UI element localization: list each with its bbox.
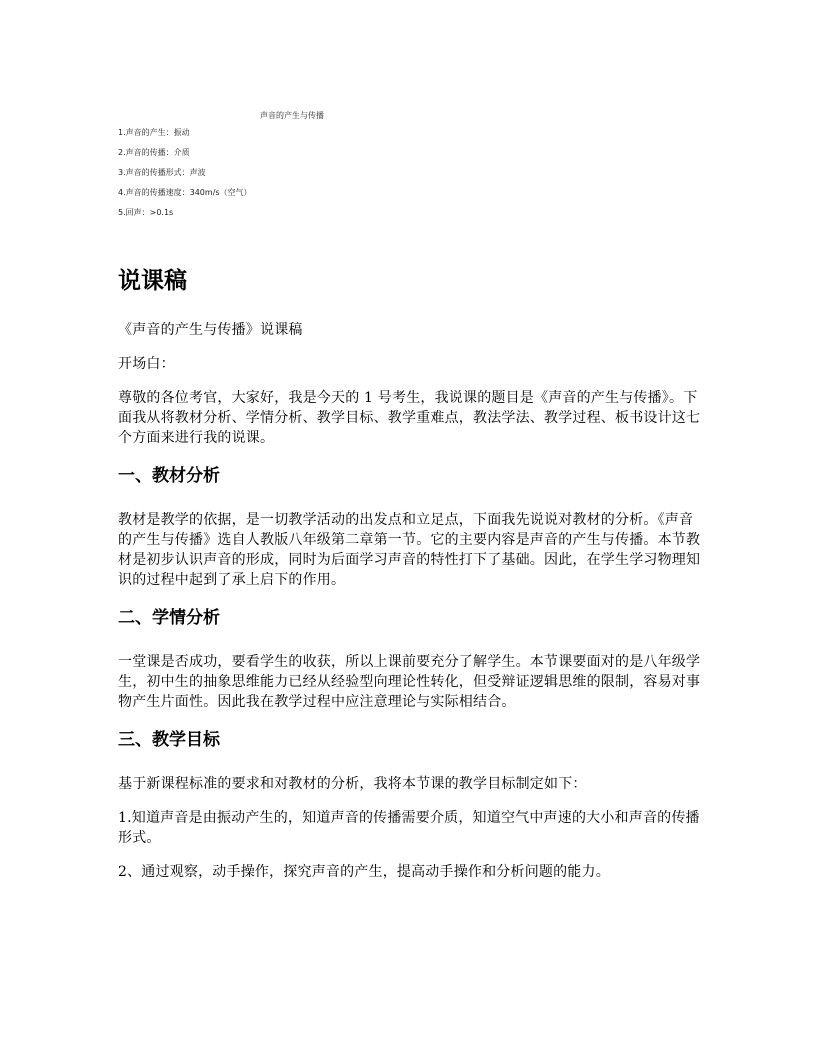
objective-item: 1.知道声音是由振动产生的，知道声音的传播需要介质，知道空气中声速的大小和声音的传播形式。 (118, 810, 700, 846)
section-heading: 三、教学目标 (118, 730, 220, 750)
section-paragraph: 教材是教学的依据，是一切教学活动的出发点和立足点，下面我先说说对教材的分析。《声音的产生与传播》选自人教版八年级第二章第一节。它的主要内容是声音的产生与传播。本节教材是初步认识声音的形成，同时为后面学习声音的特性打下了基础。因此，在学生学习物理知识的过程中起到了承上启下的作用。 (118, 512, 701, 588)
board-line: 5.回声：>0.1s (118, 208, 174, 217)
lesson-subtitle: 《声音的产生与传播》说课稿 (118, 322, 303, 338)
document-title: 说课稿 (118, 268, 187, 294)
section-paragraph: 基于新课程标准的要求和对教材的分析，我将本节课的教学目标制定如下： (118, 776, 587, 792)
board-line: 2.声音的传播：介质 (118, 148, 190, 157)
board-line: 4.声音的传播速度：340m/s（空气） (118, 188, 252, 197)
opening-paragraph: 尊敬的各位考官，大家好，我是今天的 1 号考生，我说课的题目是《声音的产生与传播》。下面我从将教材分析、学情分析、教学目标、教学重难点，教法学法、教学过程、板书设计这七个方面来进行我的说课。 (118, 390, 701, 446)
section-paragraph: 一堂课是否成功，要看学生的收获，所以上课前要充分了解学生。本节课要面对的是八年级学生，初中生的抽象思维能力已经从经验型向理论性转化，但受辩证逻辑思维的限制，容易对事物产生片面性。因此我在教学过程中应注意理论与实际相结合。 (118, 654, 701, 710)
board-line: 3.声音的传播形式：声波 (118, 168, 206, 177)
opening-label: 开场白： (118, 356, 175, 372)
blackboard-design-image (118, 112, 418, 229)
board-title: 声音的产生与传播 (260, 111, 324, 120)
section-heading: 一、教材分析 (118, 466, 220, 486)
objective-item: 2、通过观察，动手操作，探究声音的产生，提高动手操作和分析问题的能力。 (118, 864, 610, 880)
section-heading: 二、学情分析 (118, 608, 220, 628)
board-line: 1.声音的产生：振动 (118, 128, 190, 137)
document-body (118, 264, 703, 896)
